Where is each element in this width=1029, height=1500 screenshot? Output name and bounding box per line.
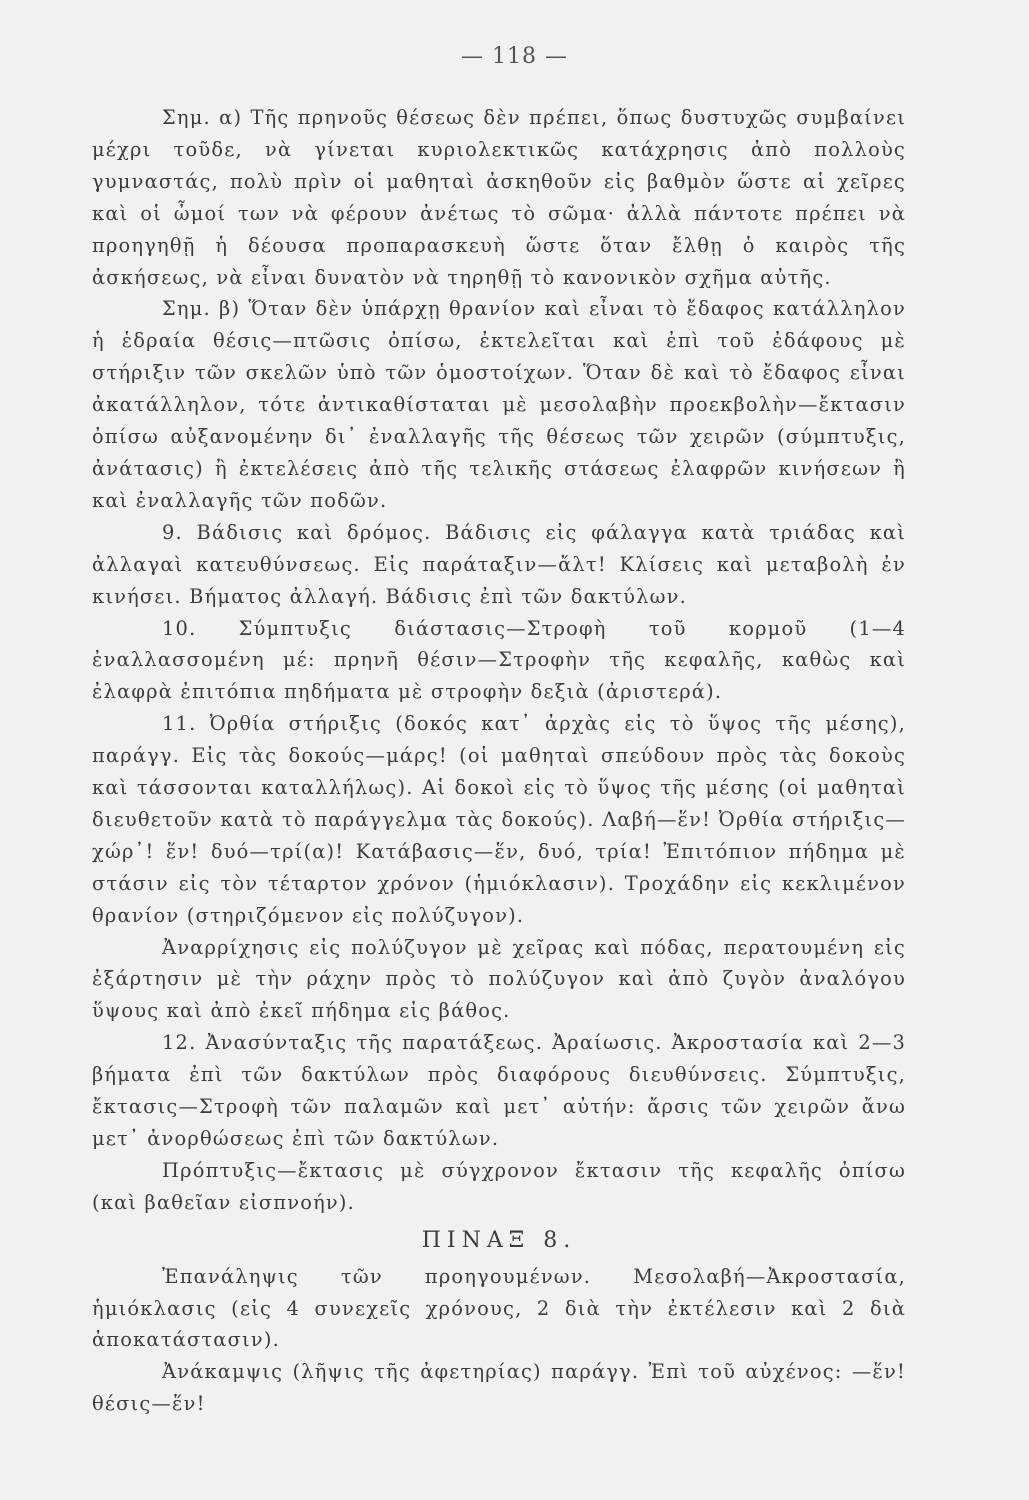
exercise-9-paragraph: 9. Βάδισις καὶ δρόμος. Βάδισις εἰς φάλαγγα κατὰ τριάδας καὶ ἀλλαγαὶ κατευθύνσεως. Εἰς παράταξιν—ἄλτ! Κλίσεις καὶ μεταβολὴ ἐν κινήσει. Βήματος ἀλλαγή. Βάδισις ἐπὶ τῶν δακτύλων. <box>92 520 906 608</box>
note-beta-paragraph: Σημ. β) Ὅταν δὲν ὑπάρχῃ θρανίον καὶ εἶναι τὸ ἔδαφος κατάλληλον ἡ ἑδραία θέσις—πτῶσις ὀπίσω, ἐκτελεῖται καὶ ἐπὶ τοῦ ἐδάφους μὲ στήριξιν τῶν σκελῶν ὑπὸ τῶν ὁμοστοίχων. Ὅταν δὲ καὶ τὸ ἔδαφος εἶναι ἀκατάλληλον, τότε ἀντικαθίσταται μὲ μεσολαβὴν προεκβολὴν—ἔκτασιν ὀπίσω αὐξανομένην δι᾿ ἐναλλαγῆς τῆς θέσεως τῶν χειρῶν (σύμπτυξις, ἀνάτασις) ἢ ἐκτελέσεις ἀπὸ τῆς τελικῆς στάσεως ἐλαφρῶν κινήσεων ἢ καὶ ἐναλλαγῆς τῶν ποδῶν. <box>92 297 906 512</box>
body-text <box>92 102 906 1420</box>
climbing-paragraph: Ἀναρρίχησις εἰς πολύζυγον μὲ χεῖρας καὶ πόδας, περατουμένη εἰς ἐξάρτησιν μὲ τὴν ράχην πρὸς τὸ πολύζυγον καὶ ἀπὸ ζυγὸν ἀναλόγου ὕψους καὶ ἀπὸ ἐκεῖ πήδημα εἰς βάθος. <box>92 935 906 1023</box>
table-heading: ΠΙΝΑΞ 8. <box>421 1227 577 1253</box>
exercise-12-paragraph: 12. Ἀνασύνταξις τῆς παρατάξεως. Ἀραίωσις. Ἀκροστασία καὶ 2—3 βήματα ἐπὶ τῶν δακτύλων πρὸς διαφόρους διευθύνσεις. Σύμπτυξις, ἔκτασις—Στροφὴ τῶν παλαμῶν καὶ μετ᾿ αὐτήν: ἄρσις τῶν χειρῶν ἄνω μετ᾿ ἀνορθώσεως ἐπὶ τῶν δακτύλων. <box>92 1031 906 1150</box>
extension-paragraph: Πρόπτυξις—ἔκτασις μὲ σύγχρονον ἔκτασιν τῆς κεφαλῆς ὀπίσω (καὶ βαθεῖαν εἰσπνοήν). <box>92 1158 906 1214</box>
page-number: — 118 — <box>461 44 568 69</box>
repetition-paragraph: Ἐπανάληψις τῶν προηγουμένων. Μεσολαβή—Ἀκροστασία, ἡμιόκλασις (εἰς 4 συνεχεῖς χρόνους, 2 διὰ τὴν ἐκτέλεσιν καὶ 2 διὰ ἀποκατάστασιν). <box>92 1264 906 1352</box>
exercise-11-paragraph: 11. Ὀρθία στήριξις (δοκός κατ᾿ ἀρχὰς εἰς τὸ ὕψος τῆς μέσης), παράγγ. Εἰς τὰς δοκούς—μάρς! (οἱ μαθηταὶ σπεύδουν πρὸς τὰς δοκοὺς καὶ τάσσονται καταλλήλως). Αἱ δοκοὶ εἰς τὸ ὕψος τῆς μέσης (οἱ μαθηταὶ διευθετοῦν κατὰ τὸ παράγγελμα τὰς δοκούς). Λαβή—ἕν! Ὀρθία στήριξις—χώρ᾿! ἕν! δυό—τρί(α)! Κατάβασις—ἕν, δυό, τρία! Ἐπιτόπιον πήδημα μὲ στάσιν εἰς τὸν τέταρτον χρόνον (ἡμιόκλασιν). Τροχάδην εἰς κεκλιμένον θρανίον (στηριζόμενον εἰς πολύζυγον). <box>92 712 906 927</box>
recovery-paragraph: Ἀνάκαμψις (λῆψις τῆς ἀφετηρίας) παράγγ. Ἐπὶ τοῦ αὐχένος: —ἕν! θέσις—ἕν! <box>92 1360 906 1416</box>
exercise-10-paragraph: 10. Σύμπτυξις διάστασις—Στροφὴ τοῦ κορμοῦ (1—4 ἐναλλασσομένη μέ: πρηνῆ θέσιν—Στροφὴν τῆς κεφαλῆς, καθὼς καὶ ἐλαφρὰ ἐπιτόπια πηδήματα μὲ στροφὴν δεξιὰ (ἀριστερά). <box>92 616 906 704</box>
note-alpha-paragraph: Σημ. α) Τῆς πρηνοῦς θέσεως δὲν πρέπει, ὅπως δυστυχῶς συμβαίνει μέχρι τοῦδε, νὰ γίνεται κυριολεκτικῶς κατάχρησις ἀπὸ πολλοὺς γυμναστάς, πολὺ πρὶν οἱ μαθηταὶ ἀσκηθοῦν εἰς βαθμὸν ὥστε αἱ χεῖρες καὶ οἱ ὦμοί των νὰ φέρουν ἀνέτως τὸ σῶμα· ἀλλὰ πάντοτε πρέπει νὰ προηγηθῇ ἡ δέουσα προπαρασκευὴ ὥστε ὅταν ἔλθῃ ὁ καιρὸς τῆς ἀσκήσεως, νὰ εἶναι δυνατὸν νὰ τηρηθῇ τὸ κανονικὸν σχῆμα αὐτῆς. <box>92 106 906 289</box>
